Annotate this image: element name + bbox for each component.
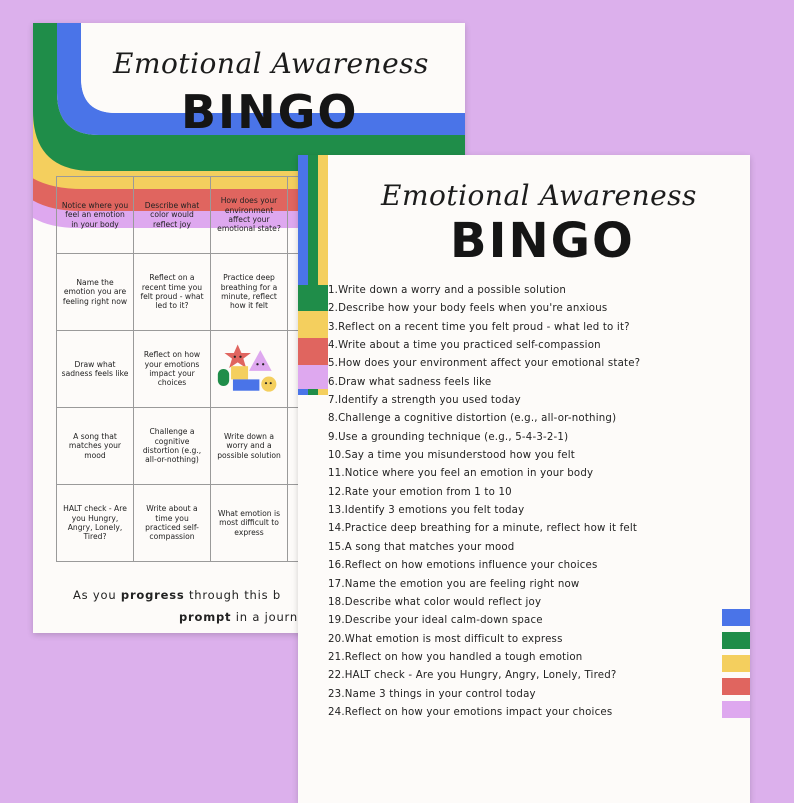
bingo-cell[interactable]: A song that matches your mood <box>57 408 134 485</box>
bingo-cell[interactable]: Draw what sadness feels like <box>57 331 134 408</box>
list-item: 3.Reflect on a recent time you felt proud - what led to it? <box>328 321 630 333</box>
list-item: 16.Reflect on how emotions influence your choices <box>328 560 598 572</box>
script-title: Emotional Awareness <box>381 179 697 212</box>
list-item: 1.Write down a worry and a possible solution <box>328 285 567 296</box>
prompt-list <box>328 282 640 722</box>
list-item: 2.Describe how your body feels when you're anxious <box>328 303 608 315</box>
bingo-cell[interactable]: Challenge a cognitive distortion (e.g., all-or-nothing) <box>134 408 211 485</box>
list-item: 13.Identify 3 emotions you felt today <box>328 505 525 517</box>
list-item: 18.Describe what color would reflect joy <box>328 596 542 608</box>
list-item: 7.Identify a strength you used today <box>328 395 521 407</box>
list-item: 20.What emotion is most difficult to express <box>328 633 563 645</box>
list-item: 4.Write about a time you practiced self-compassion <box>328 340 601 352</box>
color-tab-green <box>722 632 750 649</box>
list-item: 9.Use a grounding technique (e.g., 5-4-3-2-1) <box>328 431 569 443</box>
list-item: 5.How does your environment affect your emotional state? <box>328 358 641 370</box>
square-shape-icon <box>231 366 248 379</box>
bingo-cell[interactable]: HALT check - Are you Hungry, Angry, Lonely, Tired? <box>57 485 134 562</box>
bingo-cell[interactable]: Name the emotion you are feeling right now <box>57 254 134 331</box>
list-item: 22.HALT check - Are you Hungry, Angry, Lonely, Tired? <box>328 670 617 682</box>
triangle-shape-icon <box>249 350 272 371</box>
note-emphasis: prompt <box>179 610 232 624</box>
list-item: 15.A song that matches your mood <box>328 541 515 553</box>
note-text: As you <box>73 588 121 602</box>
note-text: through this b <box>184 588 281 602</box>
script-title: Emotional Awareness <box>113 47 429 80</box>
star-shape-icon <box>224 344 250 368</box>
bingo-cell[interactable]: How does your environment affect your emotional state? <box>211 177 288 254</box>
list-item: 11.Notice where you feel an emotion in your body <box>328 468 594 480</box>
note-emphasis: progress <box>120 588 185 602</box>
list-item: 23.Name 3 things in your control today <box>328 688 536 700</box>
list-item: 21.Reflect on how you handled a tough emotion <box>328 651 583 663</box>
list-item: 10.Say a time you misunderstood how you felt <box>328 450 575 462</box>
bingo-title: BINGO <box>181 85 359 139</box>
bingo-cell[interactable]: Reflect on a recent time you felt proud - what led to it? <box>134 254 211 331</box>
rectangle-shape-icon <box>233 379 259 390</box>
bingo-cell[interactable]: Reflect on how your emotions impact your choices <box>134 331 211 408</box>
list-item: 14.Practice deep breathing for a minute, reflect how it felt <box>328 523 638 535</box>
bingo-cell[interactable]: Describe what color would reflect joy <box>134 177 211 254</box>
bingo-cell[interactable]: Notice where you feel an emotion in your body <box>57 177 134 254</box>
bingo-cell[interactable]: Write down a worry and a possible solution <box>211 408 288 485</box>
bingo-cell[interactable]: Practice deep breathing for a minute, reflect how it felt <box>211 254 288 331</box>
color-tab-lilac <box>722 701 750 718</box>
bingo-cell[interactable]: What emotion is most difficult to express <box>211 485 288 562</box>
list-item: 17.Name the emotion you are feeling right now <box>328 578 580 590</box>
list-item: 8.Challenge a cognitive distortion (e.g., all-or-nothing) <box>328 413 617 425</box>
list-item: 19.Describe your ideal calm-down space <box>328 615 543 627</box>
color-tab-blue <box>722 609 750 626</box>
bingo-title: BINGO <box>450 213 635 269</box>
list-item: 12.Rate your emotion from 1 to 10 <box>328 486 512 498</box>
free-space-cell[interactable] <box>211 331 288 408</box>
bingo-cell[interactable]: Write about a time you practiced self-compassion <box>134 485 211 562</box>
tall-shape-icon <box>218 369 229 386</box>
list-item: 6.Draw what sadness feels like <box>328 376 492 388</box>
color-tab-yellow <box>722 655 750 672</box>
list-item: 24.Reflect on how your emotions impact your choices <box>328 706 613 718</box>
shapes-illustration <box>215 339 283 399</box>
color-tab-red <box>722 678 750 695</box>
front-prompt-list-page <box>298 155 750 803</box>
note-text: in a journ <box>231 610 298 624</box>
circle-shape-icon <box>261 377 276 392</box>
